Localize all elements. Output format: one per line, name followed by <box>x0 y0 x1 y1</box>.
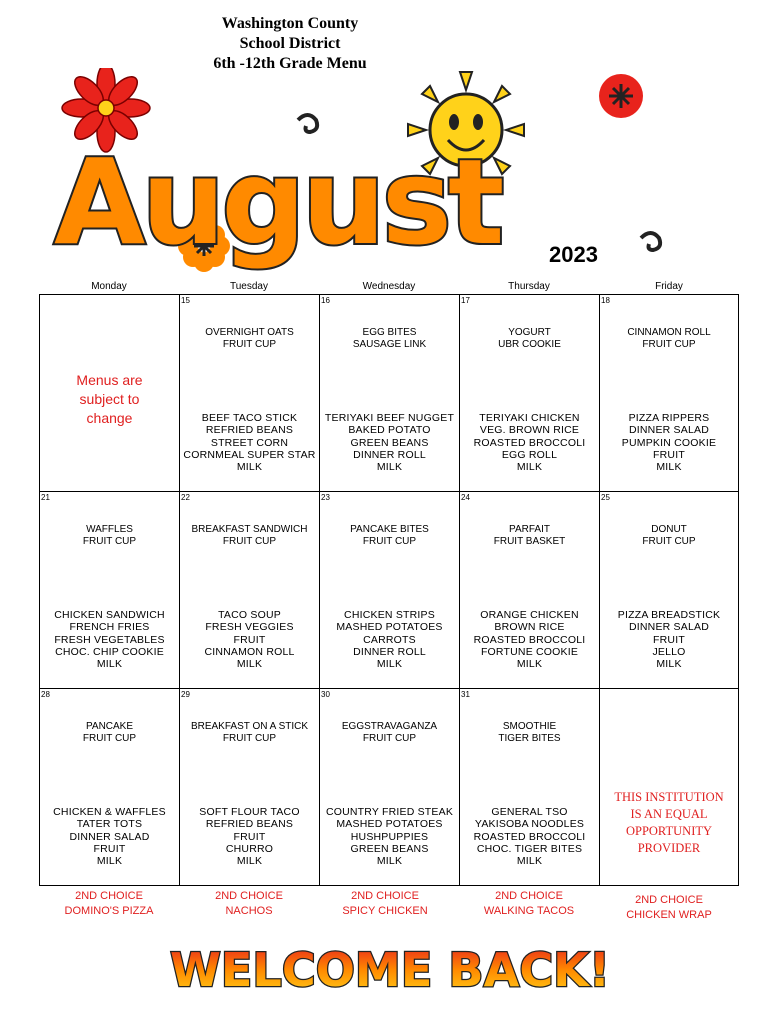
welcome-back-text: WELCOME BACK! <box>170 943 610 997</box>
lunch-item: MILK <box>376 855 403 868</box>
lunch-item: VEG. BROWN RICE <box>479 424 580 437</box>
breakfast-item: PARFAIT <box>509 524 550 535</box>
breakfast-item: FRUIT CUP <box>362 536 417 547</box>
breakfast-items <box>40 524 179 548</box>
calendar-cell <box>180 295 320 492</box>
lunch-item: CHURRO <box>225 842 274 855</box>
breakfast-item: FRUIT CUP <box>222 339 277 350</box>
lunch-item: FRUIT <box>93 842 126 855</box>
lunch-items <box>40 806 179 867</box>
day-header-wednesday: Wednesday <box>362 281 416 292</box>
calendar-cell <box>460 492 600 689</box>
breakfast-item: BREAKFAST SANDWICH <box>191 524 308 535</box>
lunch-item: MILK <box>96 658 123 671</box>
lunch-item: MILK <box>656 658 682 671</box>
lunch-item: MILK <box>516 461 543 474</box>
date-number: 23 <box>321 493 330 502</box>
breakfast-item: SAUSAGE LINK <box>352 339 427 350</box>
second-choice-label: 2ND CHOICE <box>495 890 563 902</box>
lunch-item: ROASTED BROCCOLI <box>473 633 586 646</box>
lunch-item: FRUIT <box>233 830 266 843</box>
menu-header <box>190 14 390 74</box>
lunch-item: CINNAMON ROLL <box>204 645 295 658</box>
lunch-item: STREET CORN <box>210 436 289 449</box>
lunch-item: GREEN BEANS <box>350 436 429 449</box>
welcome-back-banner <box>160 938 620 998</box>
second-choice-label: 2ND CHOICE <box>635 894 703 906</box>
lunch-item: MILK <box>96 855 123 868</box>
lunch-item: TACO SOUP <box>218 609 281 621</box>
lunch-item: ROASTED BROCCOLI <box>473 436 586 449</box>
lunch-items <box>40 609 179 670</box>
lunch-item: MILK <box>236 658 263 671</box>
day-header-tuesday: Tuesday <box>230 281 268 292</box>
calendar-cell <box>600 295 738 492</box>
breakfast-item: PANCAKE <box>85 721 134 732</box>
district-name-line1: Washington County <box>221 15 359 32</box>
lunch-item: CHICKEN & WAFFLES <box>53 806 166 818</box>
breakfast-items <box>320 524 459 548</box>
lunch-item: MILK <box>656 461 682 474</box>
lunch-item: BAKED POTATO <box>348 424 431 437</box>
lunch-item: REFRIED BEANS <box>205 818 294 831</box>
swirl-icon <box>298 115 317 132</box>
date-number: 24 <box>461 493 470 502</box>
lunch-item: FORTUNE COOKIE <box>480 645 579 658</box>
second-choice-label: 2ND CHOICE <box>75 890 143 902</box>
lunch-item: FRESH VEGETABLES <box>54 633 165 646</box>
breakfast-item: FRUIT CUP <box>82 536 137 547</box>
lunch-item: FRESH VEGGIES <box>205 621 294 634</box>
lunch-item: BEEF TACO STICK <box>201 412 298 424</box>
second-choice-monday <box>39 889 179 919</box>
second-choice-item: DOMINO'S PIZZA <box>64 905 154 917</box>
breakfast-item: EGGSTRAVAGANZA <box>341 721 438 732</box>
notice-line: Menus are <box>76 372 143 388</box>
lunch-item: MILK <box>516 855 543 868</box>
lunch-item: MILK <box>516 658 543 671</box>
lunch-item: FRUIT <box>233 633 266 646</box>
eoe-line: IS AN EQUAL <box>630 807 708 821</box>
lunch-item: PIZZA BREADSTICK <box>617 609 721 621</box>
calendar-cell <box>40 689 180 885</box>
breakfast-items <box>460 327 599 351</box>
lunch-item: ORANGE CHICKEN <box>480 609 579 621</box>
lunch-items <box>600 609 738 670</box>
eoe-line: PROVIDER <box>637 841 701 855</box>
lunch-item: CHICKEN STRIPS <box>344 609 435 621</box>
date-number: 16 <box>321 296 330 305</box>
day-header-friday: Friday <box>655 281 683 292</box>
lunch-item: GENERAL TSO <box>491 806 568 818</box>
breakfast-item: PANCAKE BITES <box>350 524 429 535</box>
august-title: August <box>54 133 501 271</box>
lunch-item: DINNER SALAD <box>69 830 150 843</box>
breakfast-items <box>600 524 738 548</box>
lunch-item: EGG ROLL <box>501 448 558 461</box>
calendar-cell <box>600 492 738 689</box>
breakfast-item: WAFFLES <box>86 524 133 535</box>
breakfast-items <box>40 721 179 745</box>
lunch-item: MILK <box>236 461 263 474</box>
lunch-items <box>460 412 599 473</box>
date-number: 30 <box>321 690 330 699</box>
second-choice-wednesday <box>315 889 455 919</box>
breakfast-item: YOGURT <box>508 327 551 338</box>
lunch-items <box>320 609 459 670</box>
calendar-cell <box>320 689 460 885</box>
lunch-item: CORNMEAL SUPER STAR <box>183 448 316 461</box>
lunch-item: HUSHPUPPIES <box>350 830 429 843</box>
second-choice-friday <box>599 893 739 923</box>
breakfast-items <box>460 524 599 548</box>
lunch-item: CHOC. TIGER BITES <box>476 842 583 855</box>
lunch-item: FRUIT <box>653 633 685 646</box>
date-number: 18 <box>601 296 610 305</box>
breakfast-item: UBR COOKIE <box>498 339 561 350</box>
calendar-cell <box>40 492 180 689</box>
day-header-thursday: Thursday <box>508 281 550 292</box>
swirl-icon <box>641 233 660 250</box>
lunch-item: CHICKEN SANDWICH <box>54 609 165 621</box>
breakfast-item: EGG BITES <box>362 327 417 338</box>
equal-opportunity-statement <box>606 789 732 857</box>
calendar-cell <box>180 689 320 885</box>
breakfast-item: DONUT <box>651 524 687 535</box>
date-number: 25 <box>601 493 610 502</box>
lunch-item: MASHED POTATOES <box>336 621 443 634</box>
red-dot-flower-icon <box>599 74 643 118</box>
menu-calendar-grid <box>39 294 739 886</box>
date-number: 22 <box>181 493 190 502</box>
lunch-item: SOFT FLOUR TACO <box>199 806 300 818</box>
second-choice-item: SPICY CHICKEN <box>342 905 428 917</box>
breakfast-items <box>180 524 319 548</box>
lunch-item: TATER TOTS <box>76 818 143 831</box>
lunch-items <box>600 412 738 473</box>
date-number: 28 <box>41 690 50 699</box>
lunch-item: COUNTRY FRIED STEAK <box>325 806 454 818</box>
date-number: 15 <box>181 296 190 305</box>
notice-line: change <box>86 410 133 426</box>
date-number: 17 <box>461 296 470 305</box>
breakfast-items <box>320 327 459 351</box>
calendar-cell <box>180 492 320 689</box>
date-number: 31 <box>461 690 470 699</box>
menu-change-notice <box>50 371 169 428</box>
lunch-item: FRUIT <box>653 448 685 461</box>
lunch-item: PIZZA RIPPERS <box>628 412 710 424</box>
breakfast-item: FRUIT CUP <box>222 733 277 744</box>
lunch-item: JELLO <box>652 645 686 658</box>
notice-line: subject to <box>79 391 140 407</box>
breakfast-item: CINNAMON ROLL <box>627 327 711 338</box>
lunch-item: TERIYAKI CHICKEN <box>479 412 580 424</box>
lunch-item: CHOC. CHIP COOKIE <box>55 645 164 658</box>
breakfast-item: TIGER BITES <box>498 733 561 744</box>
lunch-item: REFRIED BEANS <box>205 424 294 437</box>
breakfast-item: FRUIT BASKET <box>493 536 566 547</box>
calendar-cell <box>600 689 738 885</box>
calendar-cell <box>460 689 600 885</box>
breakfast-items <box>180 327 319 351</box>
breakfast-items <box>180 721 319 745</box>
lunch-items <box>460 806 599 867</box>
second-choice-label: 2ND CHOICE <box>215 890 283 902</box>
second-choice-item: CHICKEN WRAP <box>626 909 712 921</box>
breakfast-items <box>600 327 738 351</box>
date-number: 29 <box>181 690 190 699</box>
grade-menu-title: 6th -12th Grade Menu <box>213 55 367 72</box>
lunch-items <box>180 609 319 670</box>
second-choice-tuesday <box>179 889 319 919</box>
lunch-item: YAKISOBA NOODLES <box>474 818 585 831</box>
second-choice-item: NACHOS <box>225 905 273 917</box>
lunch-item: CARROTS <box>363 633 416 646</box>
breakfast-item: FRUIT CUP <box>222 536 277 547</box>
second-choice-label: 2ND CHOICE <box>351 890 419 902</box>
lunch-item: DINNER SALAD <box>628 621 709 634</box>
lunch-item: ROASTED BROCCOLI <box>473 830 586 843</box>
calendar-cell <box>460 295 600 492</box>
lunch-item: PUMPKIN COOKIE <box>621 436 717 449</box>
district-name-line2: School District <box>239 35 341 52</box>
august-banner <box>36 68 736 278</box>
breakfast-item: FRUIT CUP <box>642 339 696 350</box>
day-header-monday: Monday <box>91 281 127 292</box>
lunch-item: TERIYAKI BEEF NUGGET <box>324 412 455 424</box>
second-choice-item: WALKING TACOS <box>483 905 575 917</box>
breakfast-item: FRUIT CUP <box>362 733 417 744</box>
calendar-cell <box>320 295 460 492</box>
breakfast-item: OVERNIGHT OATS <box>205 327 294 338</box>
lunch-item: BROWN RICE <box>494 621 565 634</box>
lunch-item: MILK <box>376 658 403 671</box>
lunch-items <box>320 412 459 473</box>
eoe-line: OPPORTUNITY <box>625 824 713 838</box>
breakfast-item: SMOOTHIE <box>502 721 557 732</box>
lunch-item: DINNER ROLL <box>353 645 426 658</box>
second-choice-thursday <box>459 889 599 919</box>
breakfast-items <box>460 721 599 745</box>
eoe-line: THIS INSTITUTION <box>614 790 724 804</box>
date-number: 21 <box>41 493 50 502</box>
lunch-item: MASHED POTATOES <box>336 818 443 831</box>
lunch-items <box>460 609 599 670</box>
lunch-item: DINNER ROLL <box>353 448 426 461</box>
lunch-item: MILK <box>376 461 403 474</box>
calendar-cell <box>40 295 180 492</box>
breakfast-item: FRUIT CUP <box>642 536 696 547</box>
lunch-items <box>180 806 319 867</box>
year-label: 2023 <box>549 242 598 267</box>
breakfast-items <box>320 721 459 745</box>
lunch-item: GREEN BEANS <box>350 842 429 855</box>
calendar-cell <box>320 492 460 689</box>
lunch-item: DINNER SALAD <box>628 424 709 437</box>
lunch-item: FRENCH FRIES <box>69 621 150 634</box>
lunch-items <box>320 806 459 867</box>
breakfast-item: BREAKFAST ON A STICK <box>190 721 309 732</box>
breakfast-item: FRUIT CUP <box>82 733 137 744</box>
lunch-items <box>180 412 319 473</box>
lunch-item: MILK <box>236 855 263 868</box>
